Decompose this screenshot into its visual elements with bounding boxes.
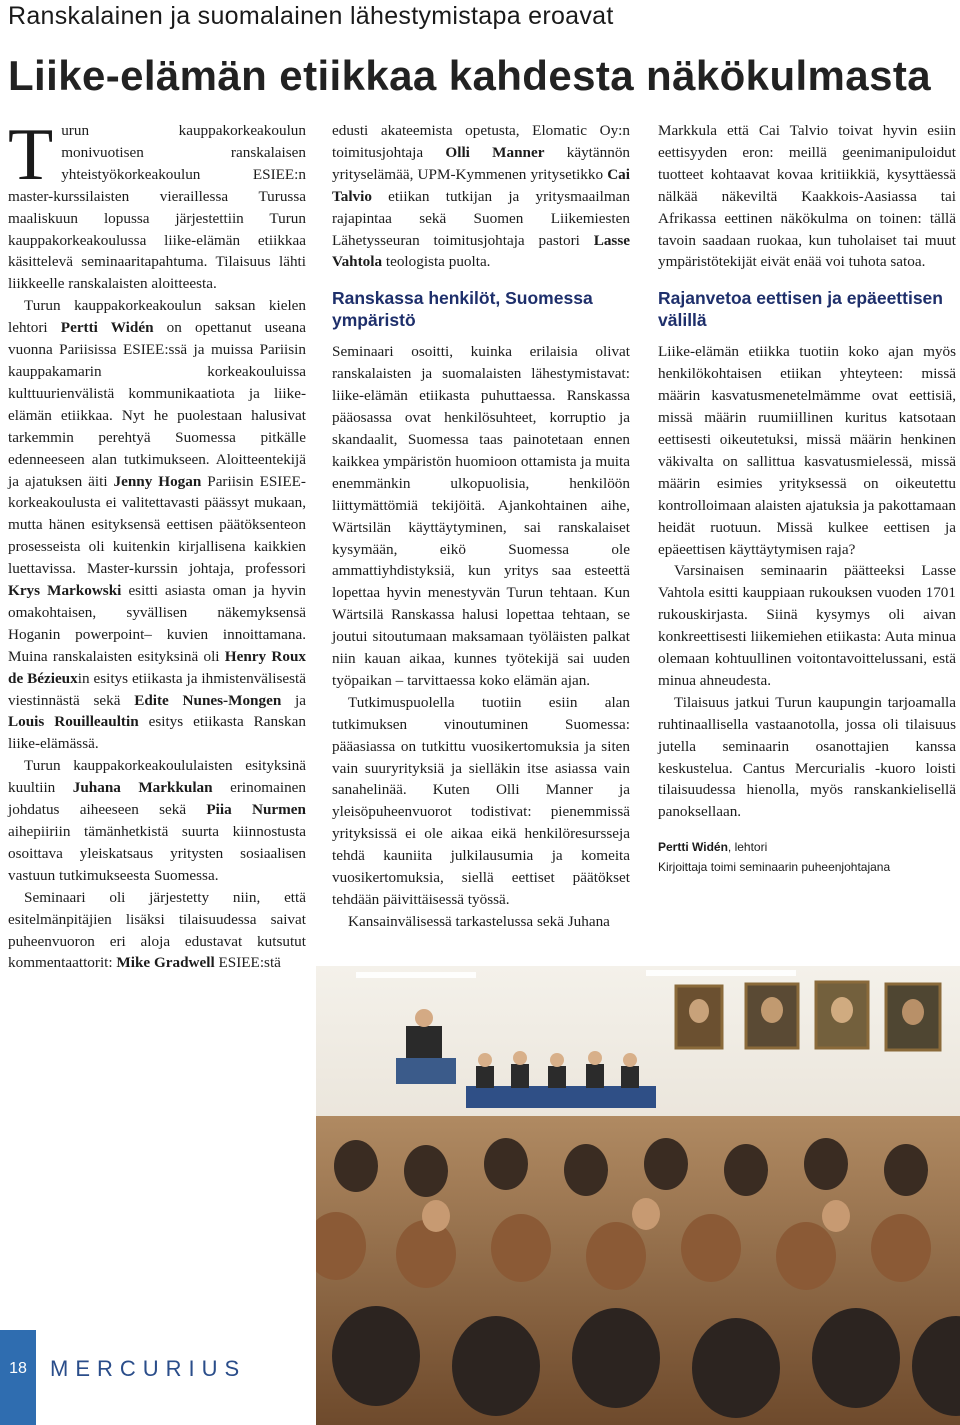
subheading: Ranskassa henkilöt, Suomessa ympäristö bbox=[332, 288, 593, 331]
paragraph: Turun kauppakorkeakoulun saksan kielen lehtori Pertti Widén on opettanut useana vuonna Pariisissa ESIEE:ssä ja muissa Pariisin kauppakamarin korkeakouluissa kulttuurienvälistä kommunikaatiota ja liike-elämän etiikkaa. Nyt he puolestaan halusivat tarkemmin perehtyä Suomessa pitkälle edenneeseen alan tutkimukseen. Aloitteentekijä ja ajatuksen äiti Jenny Hogan Pariisin ESIEE-korkeakoulusta ei valitettavasti päässyt mukaan, mutta hänen esityksensä eettisen päätöksenteon prosesseista oli kuitenkin kirjallisena kaikkien luettavissa. Master-kurssin johtaja, professori Krys Markowski esitti asiasta oman ja hyvin omakohtaisen, syvällisen näkemyksensä Hoganin powerpoint– kuvien innoittamana. Muina ranskalaisten esityksinä oli Henry Roux de Bézieuxin esitys etiikasta ja ihmistenvälisestä viestinnästä sekä Edite Nunes-Mongen ja Louis Rouilleaultin esitys etiikasta Ranskan liike-elämässä. bbox=[8, 297, 307, 753]
paragraph: edusti akateemista opetusta, Elomatic Oy:n toimitusjohtaja Olli Manner käytännön yrityselämää, UPM-Kymmenen yritysetikko Cai Talvio etiikan tutkijan ja yritysmaailman rajapintaa sekä Suomen Liikemiesten Lähetysseuran toimitusjohtaja pastori Lasse Vahtola teologista puolta. bbox=[332, 122, 631, 271]
paragraph: Kansainvälisessä tarkastelussa sekä Juhana bbox=[348, 912, 610, 930]
person-name: Juhana Markkulan bbox=[72, 779, 213, 797]
person-name: Louis Rouilleaultin bbox=[8, 713, 139, 731]
person-name: Krys Markowski bbox=[8, 582, 122, 600]
seminar-photo bbox=[316, 966, 960, 1425]
paragraph: Tutkimuspuolella tuotiin esiin alan tutkimuksen vinoutuminen Suomessa: pääasiassa on tutkittu vuosikertomuksia ja siten vain suuryrityksiä ja sielläkin itse asiassa vain sanahelinää. Kuten Olli Manner ja yleisöpuheenvuorot todistivat: pienemmissä yrityksissä ei ole aikaa eikä henkilöresursseja tehdä kauniita julkilausumia ja komeita vuosikertomuksia, siellä eettiset päätökset tehdään päivittäisessä työssä. bbox=[332, 693, 630, 908]
person-name: Jenny Hogan bbox=[113, 472, 202, 490]
magazine-name: MERCURIUS bbox=[50, 1356, 247, 1381]
person-name: Lasse Vahtola bbox=[332, 231, 630, 271]
person-name: Piia Nurmen bbox=[206, 801, 306, 819]
article-column-2 bbox=[332, 120, 630, 933]
page-number: 18 bbox=[9, 1360, 27, 1377]
paragraph: Turun kauppakorkeakoulun monivuotisen ranskalaisen yhteistyökorkeakoulun ESIEE:n master-kurssilaisten vieraillessa Turussa maaliskuun lopussa järjestettiin Turun kauppakorkeakoulussa liike-elämän etiikkaa käsittelevä seminaaritapahtuma. Tilaisuus lähti liikkeelle ranskalaisten aloitteesta. bbox=[8, 114, 306, 293]
paragraph: Seminaari osoitti, kuinka erilaisia olivat ranskalaisten ja suomalaisten lähestymistavat: liike-elämän etiikasta puhuttaessa. Ranskassa pääosassa ovat henkilösuhteet, korruptio ja skandaalit, Suomessa taas painotetaan ennen kaikkea ympäristön huomioon ottamista ja muita enemmänkin ulkopuolisia, henkilöön liittymättömiä tekijöitä. Ajankohtainen aihe, Wärtsilän käyttäytyminen, sai ranskalaiset kysymään, eikö Suomessa ole ammattiyhdistyksiä, kun yritys saa esteettä lopettaa hyvin menestyvän Turun tehtaan. Kun Wärtsilä Ranskassa halusi lopettaa tehtaan, se joutui sitoutumaan maksamaan työläisten palkat niin kauan aikaa, kunnes työtekijä sai uuden työpaikan – tarvittaessa koko elämän ajan. bbox=[332, 343, 630, 689]
person-name: Pertti Widén bbox=[60, 319, 154, 337]
article-column-3 bbox=[658, 120, 956, 877]
person-name: Olli Manner bbox=[445, 143, 545, 161]
person-name: Mike Gradwell bbox=[116, 954, 215, 972]
person-name: Henry Roux de Bézieux bbox=[8, 647, 307, 687]
kicker: Ranskalainen ja suomalainen lähestymistapa eroavat bbox=[8, 2, 614, 30]
paragraph: Turun kauppakorkeakoululaisten esityksinä kuultiin Juhana Markkulan erinomainen johdatus aiheeseen sekä Piia Nurmen aihepiiriin tämänhetkistä suurta kiinnostusta osoittava yleiskatsaus yritysten sosiaalisen vastuun tutkimukseesta Suomessa. bbox=[8, 757, 306, 884]
drop-cap: T bbox=[8, 114, 54, 196]
author-note: Kirjoittaja toimi seminaarin puheenjohtajana bbox=[658, 860, 891, 875]
paragraph: Markkula että Cai Talvio toivat hyvin esiin eettisyyden eron: meillä geenimanipuloidut tuotteet kohtaavat kovaa kritiikkiä, kysyttäessä nälkää näkeviltä Kaakkois-Aasiassa tai Afrikassa eettinen näkökulma on toinen: tällä tavoin saadaan ruokaa, kun tuholaiset tai muut ympäristötekijät eivät enää voi tuhota satoa. bbox=[658, 122, 956, 271]
author-credit bbox=[658, 837, 956, 877]
person-name: Edite Nunes-Mongen bbox=[134, 691, 282, 709]
author-role: , lehtori bbox=[727, 840, 768, 855]
author-name: Pertti Widén bbox=[658, 840, 728, 855]
paragraph: Seminaari oli järjestetty niin, että esitelmänpitäjien lisäksi tilaisuudessa saivat puheenvuoron eri aloja edustavat kutsutut kommentaattorit: Mike Gradwell ESIEE:stä bbox=[8, 888, 306, 972]
paragraph: Varsinaisen seminaarin päätteeksi Lasse Vahtola esitti kauppiaan rukouksen vuoden 1701 rukouskirjasta. Siinä kysymys oli aivan konkreettisesti liikemiehen etiikasta: Auta minua olemaan kohtuullinen voitontavoittelussani, estä minua ahneudesta. bbox=[658, 562, 956, 689]
person-name: Cai Talvio bbox=[332, 165, 630, 205]
article-column-1 bbox=[8, 114, 307, 974]
paragraph: Liike-elämän etiikka tuotiin koko ajan myös henkilökohtaisen etiikan yhteyteen: missä määrin kasvatusmenetelmämme ovat eettisiä, missä määrin ruumiillinen kuritus katsotaan eettisesti oikeutetuksi, missä määrin henkinen väkivalta on sallittua kasvatusmielessä, missä määrin esimies yrityksessä on oikeutettu kontrolloimaan alaisten ajatuksia ja pakottamaan heidät ruotuun. Missä kulkee eettisen ja epäeettisen käyttäytymisen raja? bbox=[658, 343, 956, 558]
paragraph: Tilaisuus jatkui Turun kaupungin tarjoamalla ruhtinaallisella vastaanotolla, jossa oli tilaisuus jutella seminaarin osanottajien kanssa keskustelua. Cantus Mercurialis -kuoro loisti tilaisuudessa hienolla, myös ranskankielisellä panoksellaan. bbox=[658, 693, 956, 821]
headline: Liike-elämän etiikkaa kahdesta näkökulmasta bbox=[8, 52, 931, 99]
subheading: Rajanvetoa eettisen ja epäeettisen välillä bbox=[658, 288, 943, 331]
